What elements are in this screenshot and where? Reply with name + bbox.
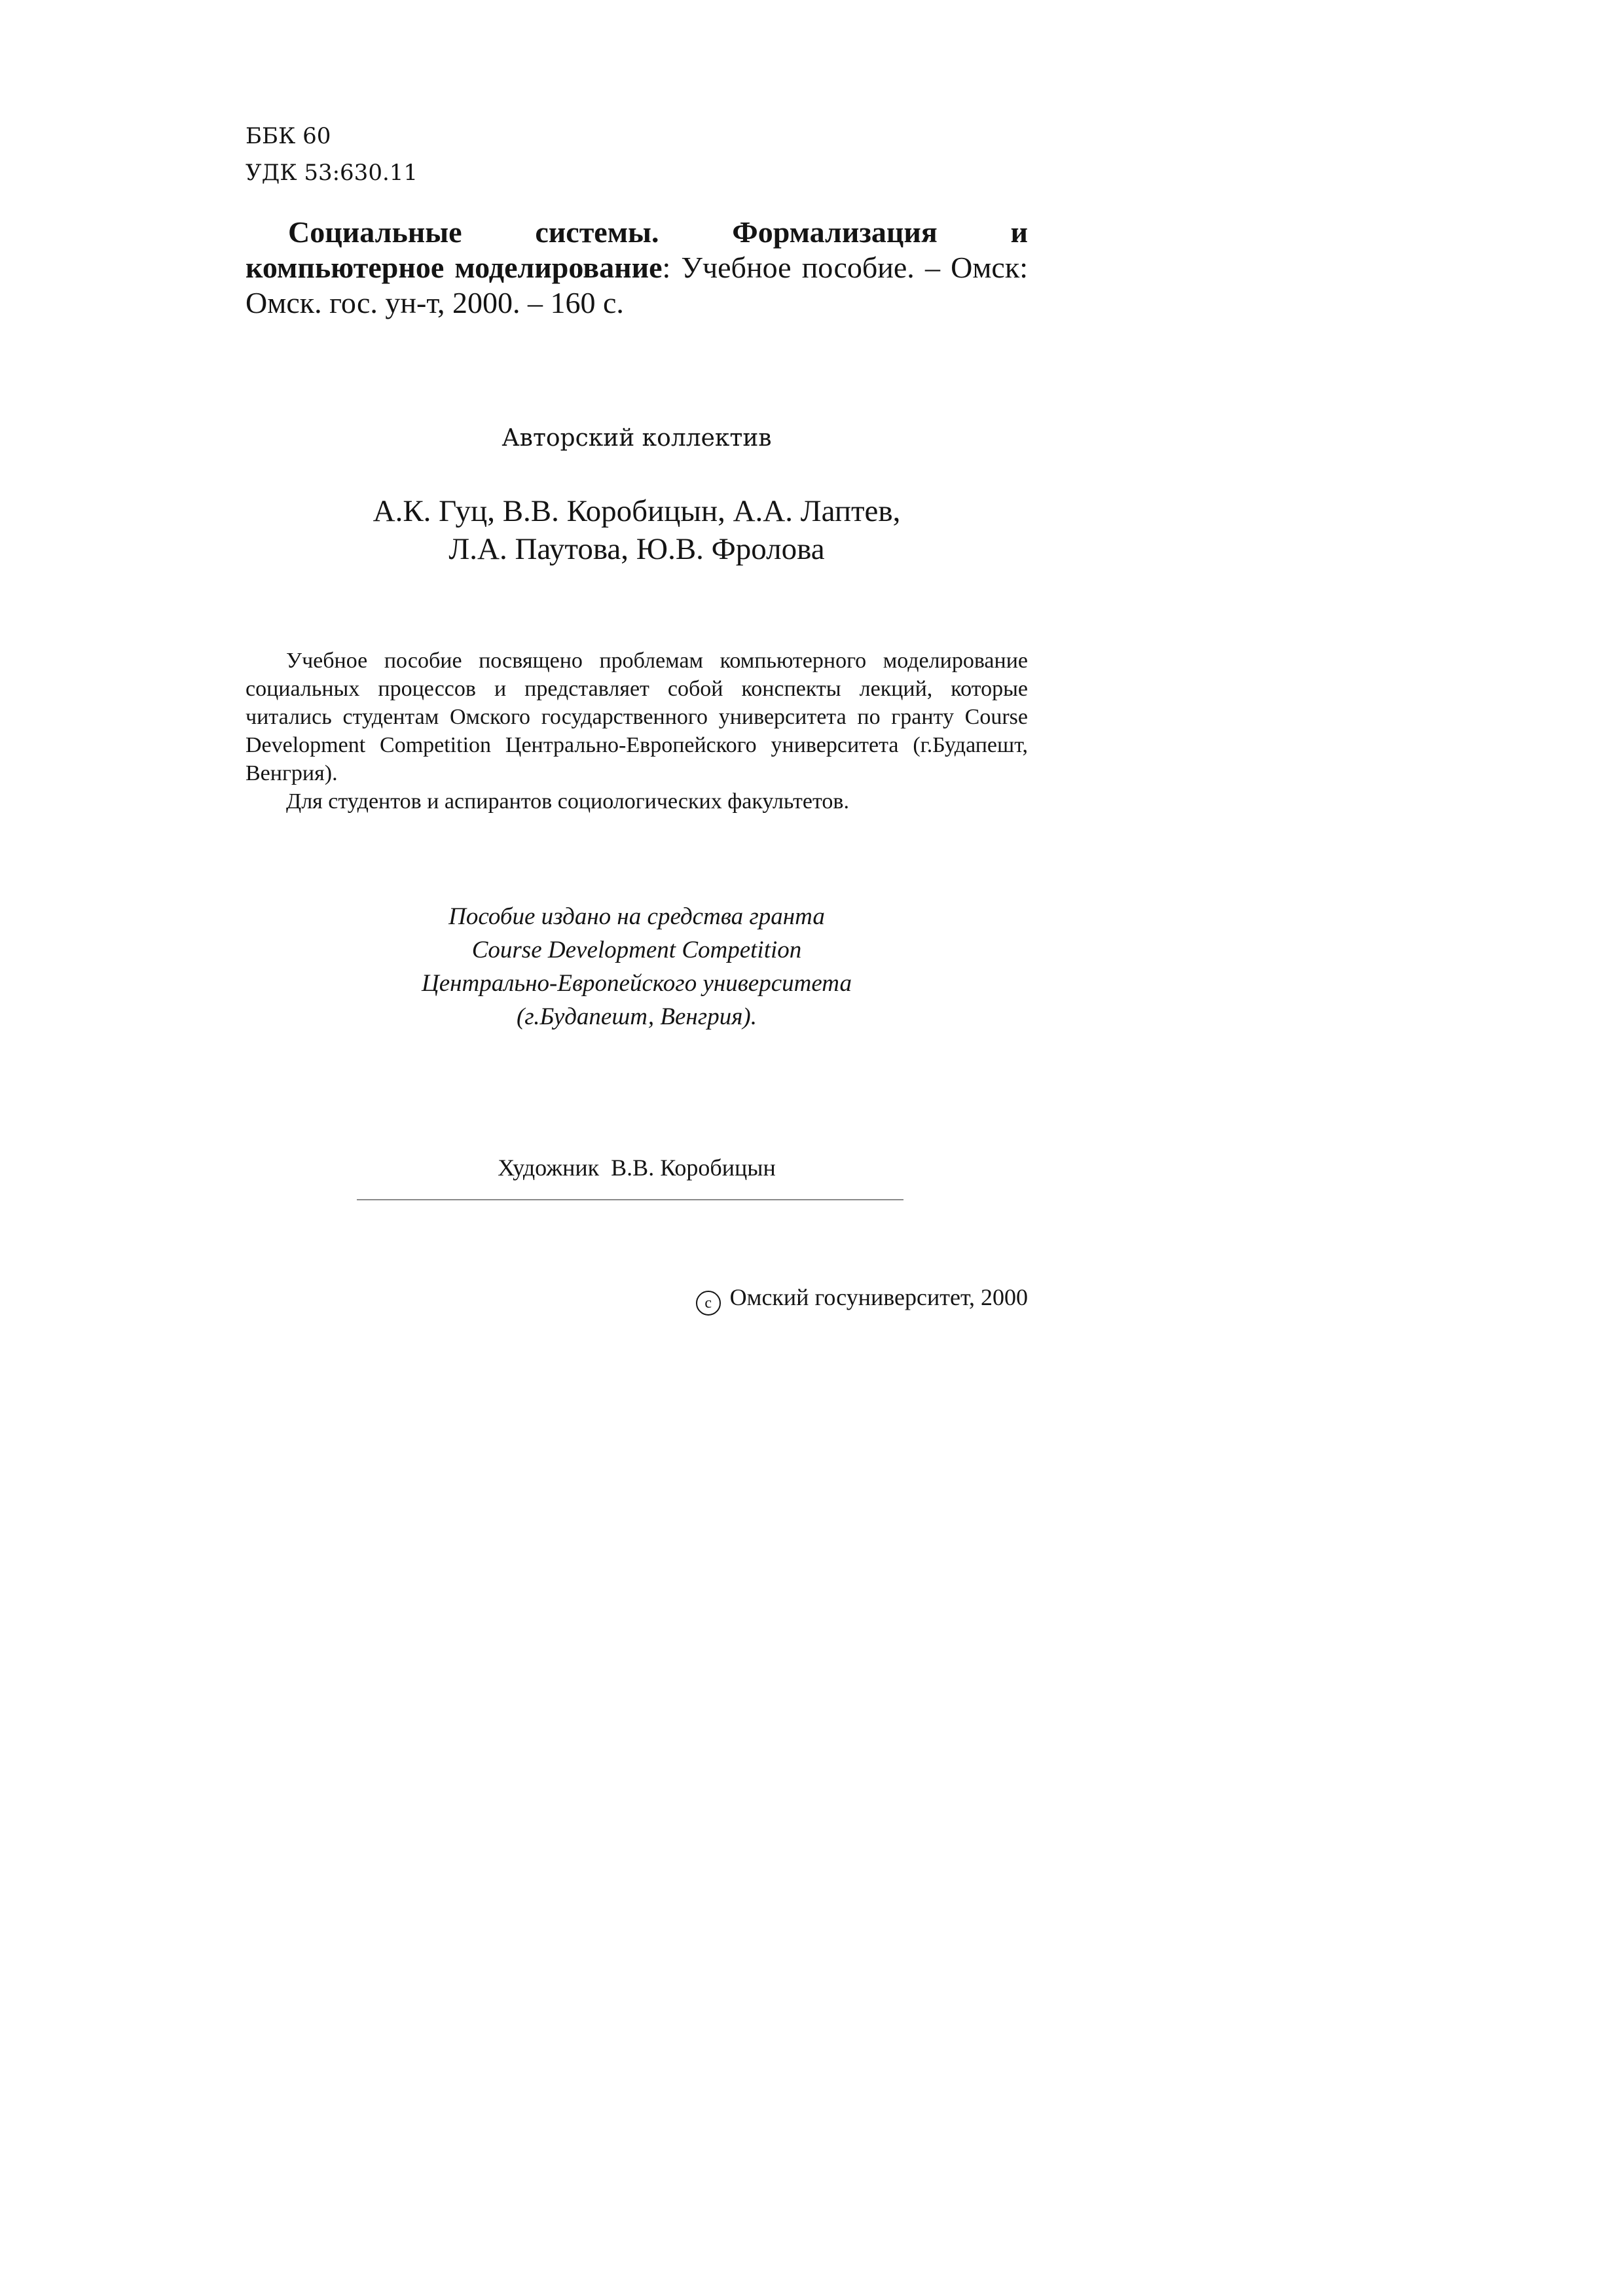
book-title: Социальные системы. Формализация и компьютерное моделирование (246, 215, 1028, 284)
grant-note-line: Course Development Competition (471, 937, 802, 963)
bibliographic-record (246, 215, 1028, 321)
publication-details: : Учебное пособие. – Омск: Омск. гос. ун-т, 2000. – 160 с. (246, 251, 1028, 319)
grant-note-line: Центрально-Европейского университета (422, 970, 852, 997)
grant-note-line: (г.Будапешт, Венгрия). (516, 1003, 757, 1030)
artist-label: Художник (498, 1155, 600, 1181)
bbk-code: ББК 60 (246, 123, 331, 149)
artist-name: В.В. Коробицын (611, 1155, 776, 1181)
authors-list (246, 492, 1028, 568)
authors-collective-label: Авторский коллектив (501, 425, 772, 452)
authors-line: А.К. Гуц, В.В. Коробицын, А.А. Лаптев, (373, 494, 901, 528)
udk-code: УДК 53:630.11 (246, 160, 418, 186)
copyright-holder: Омский госуниверситет, 2000 (729, 1284, 1028, 1310)
annotation-paragraph: Учебное пособие посвящено проблемам компьютерного моделирование социальных процессов и представляет собой конспекты лекций, которые читались студентам Омского государственного университета по гранту Course Development Competition Центрально-Европейского университета (г.Будапешт, Венгрия). (246, 649, 1028, 785)
classification-codes (246, 118, 418, 191)
copyright-notice (635, 1283, 1028, 1316)
artist-credit (246, 1153, 1028, 1182)
audience-paragraph: Для студентов и аспирантов социологических факультетов. (286, 789, 849, 814)
annotation (246, 647, 1028, 816)
grant-note-line: Пособие издано на средства гранта (448, 903, 825, 930)
grant-note (246, 900, 1028, 1033)
copyright-icon: c (696, 1291, 721, 1316)
authors-line: Л.А. Паутова, Ю.В. Фролова (448, 532, 825, 566)
divider-line (357, 1199, 903, 1200)
